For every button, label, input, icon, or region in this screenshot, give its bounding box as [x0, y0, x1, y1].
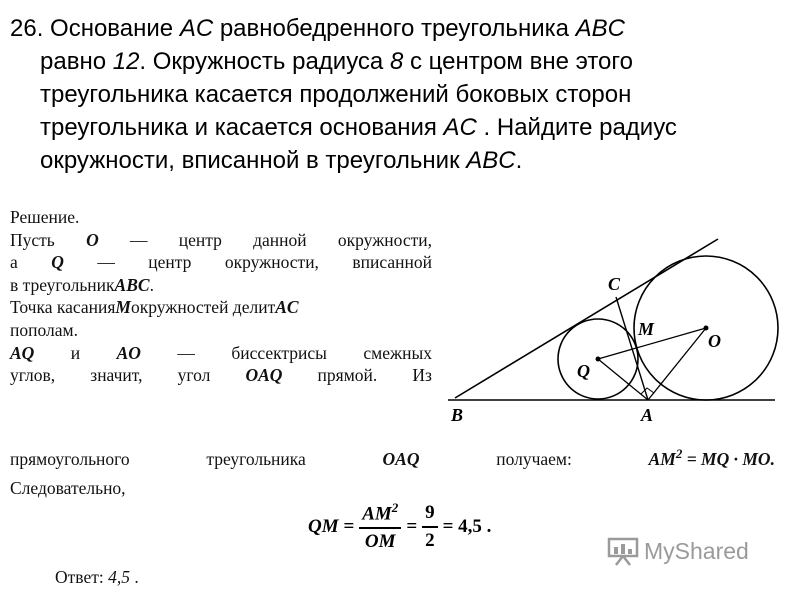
problem-statement	[10, 12, 780, 177]
relation-formula: $AM^2$ = MQ · MO.	[648, 446, 775, 469]
presentation-board-icon	[606, 536, 640, 566]
solution-line-1: Пусть O — центр данной окружности,	[10, 229, 432, 250]
problem-line-5: окружности, вписанной в треугольник ABC.	[40, 147, 523, 174]
solution-line-7: углов, значит, угол OAQ прямой. Из	[10, 365, 432, 386]
solution-heading: Решение.	[10, 207, 80, 227]
point-o	[704, 326, 709, 331]
solution-line-6: AQ и AO — биссектрисы смежных	[10, 342, 432, 363]
solution-line-3: в треугольник ABC .	[10, 274, 154, 295]
solution-text	[10, 206, 432, 387]
solution-line-9: Следовательно,	[10, 478, 126, 498]
right-angle-mark	[641, 388, 654, 394]
watermark: MyShared	[606, 536, 749, 566]
label-c: C	[608, 274, 621, 294]
label-m: M	[638, 319, 655, 339]
solution-line-2: а Q — центр окружности, вписанной	[10, 252, 432, 273]
point-q	[596, 357, 601, 362]
problem-line-1: 26. Основание AC равнобедренного треугольника ABC	[10, 15, 625, 42]
label-b: B	[451, 405, 464, 425]
solution-line-8: прямоугольного треугольника OAQ получаем: $AM^2$ = MQ · MO.	[10, 446, 775, 469]
answer: Ответ: 4,5 .	[55, 567, 139, 587]
geometry-figure	[440, 225, 785, 440]
segment-aq	[598, 359, 648, 400]
label-q: Q	[577, 361, 590, 381]
result-formula: QM = $\frac{AM^2}{OM}$ = $\frac{9}{2}$ = 4,5 .	[308, 500, 492, 553]
problem-line-3: треугольника касается продолжений боковых сторон	[40, 81, 632, 108]
solution-line-5: пополам.	[10, 319, 78, 340]
label-o: O	[708, 331, 721, 351]
label-a: A	[641, 405, 654, 425]
fraction-9-2: $\frac{9}{2}$	[422, 502, 438, 552]
problem-line-4: треугольника и касается основания AC . Найдите радиус	[40, 114, 677, 141]
side-ca-line	[616, 297, 648, 400]
segment-ao	[648, 328, 706, 400]
solution-line-4: Точка касания M окружностей делит AC	[10, 297, 299, 318]
fraction-am2-om: $\frac{AM^2}{OM}$	[359, 500, 401, 553]
problem-line-2: равно 12. Окружность радиуса 8 с центром вне этого	[40, 48, 633, 75]
